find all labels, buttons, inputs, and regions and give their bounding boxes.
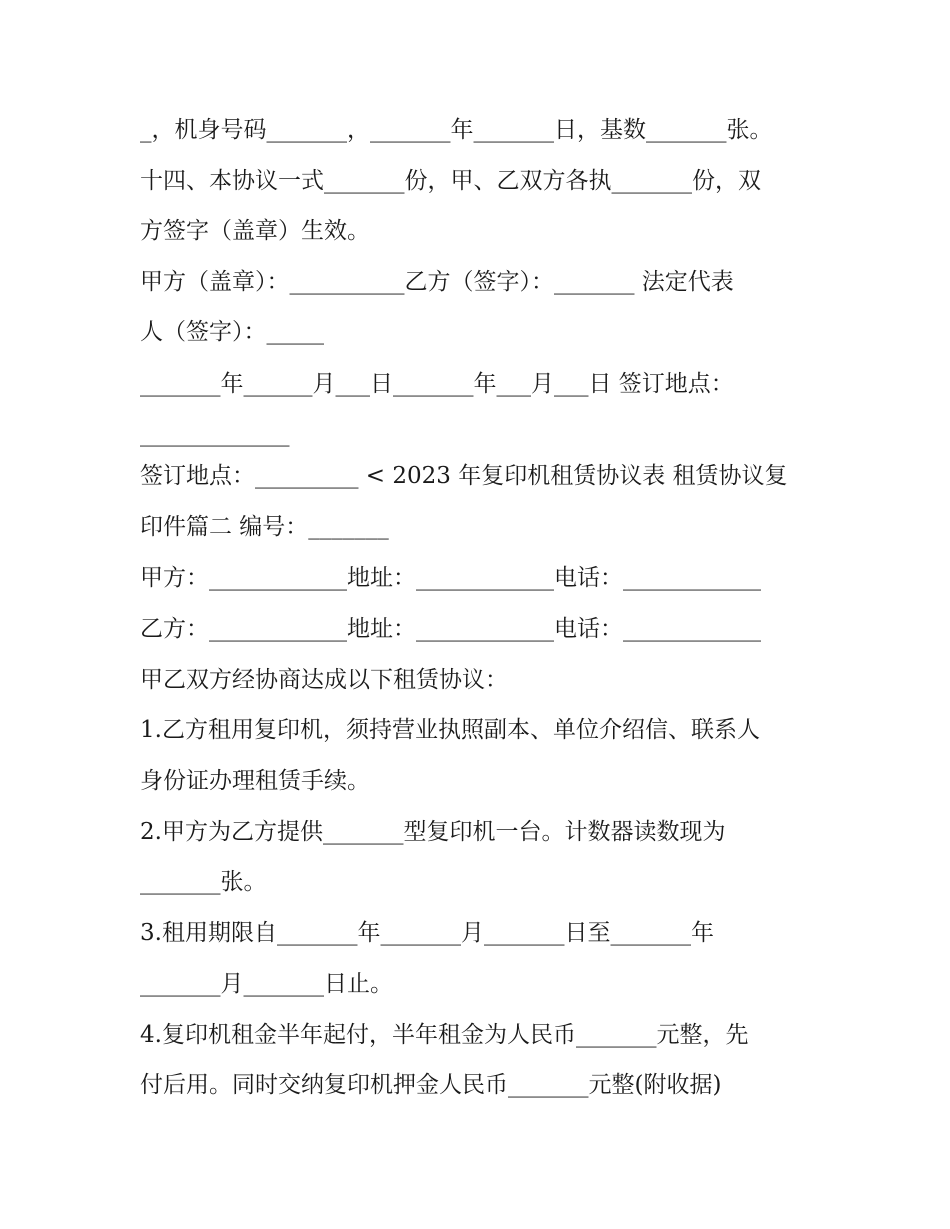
text-line: 甲方（盖章）：__________乙方（签字）：_______ 法定代表: [140, 269, 734, 295]
text-line: _______张。: [140, 869, 267, 895]
text-line: 乙方：____________地址：____________电话：____________: [140, 616, 761, 642]
text-line: 身份证办理租赁手续。: [140, 768, 370, 794]
text-line: 付后用。同时交纳复印机押金人民币_______元整(附收据): [140, 1072, 722, 1098]
text-line: 方签字（盖章）生效。: [140, 218, 370, 244]
text-line: 1.乙方租用复印机，须持营业执照副本、单位介绍信、联系人: [140, 717, 760, 743]
text-line: _____________: [140, 421, 290, 447]
text-line: 人（签字）：_____: [140, 319, 324, 345]
text-line: _______月_______日止。: [140, 971, 393, 997]
text-line: 3.租用期限自_______年_______月_______日至_______年: [140, 920, 714, 946]
text-line: 4.复印机租金半年起付，半年租金为人民币_______元整，先: [140, 1022, 749, 1048]
text-line: 甲方：____________地址：____________电话：____________: [140, 565, 761, 591]
text-line: 印件篇二 编号：_______: [140, 514, 389, 540]
text-line: 十四、本协议一式_______份，甲、乙双方各执_______份，双: [140, 168, 761, 194]
text-line: 2.甲方为乙方提供_______型复印机一台。计数器读数现为: [140, 819, 726, 845]
text-line: 签订地点：_________ < 2023 年复印机租赁协议表 租赁协议复: [140, 463, 788, 489]
text-line: 甲乙双方经协商达成以下租赁协议：: [140, 667, 508, 693]
text-line: _______年______月___日_______年___月___日 签订地点：: [140, 371, 734, 397]
text-line: _，机身号码_______，_______年_______日，基数_______张。: [140, 117, 773, 143]
